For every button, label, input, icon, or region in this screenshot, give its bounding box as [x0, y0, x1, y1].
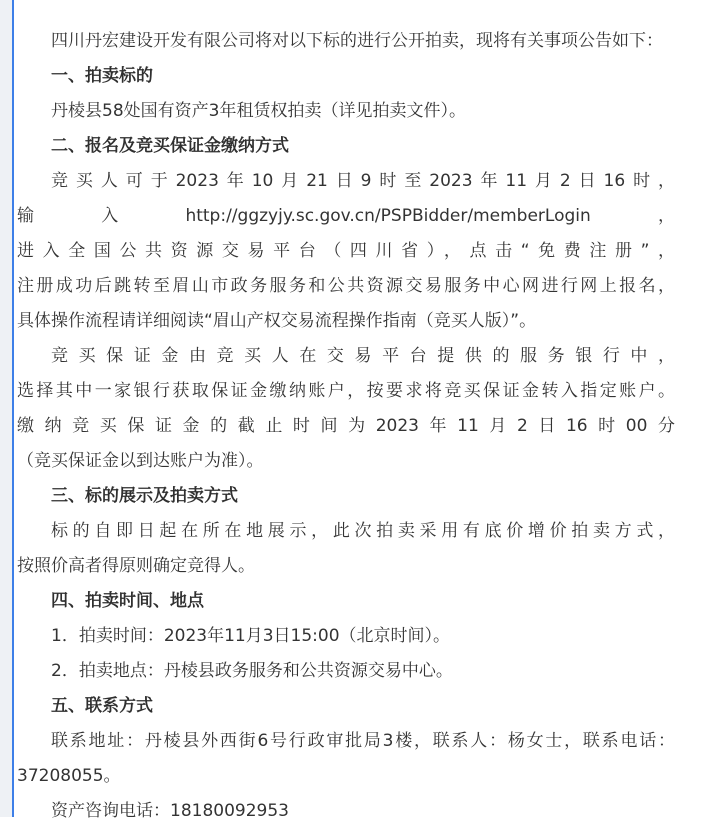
section-3-heading: 三、标的展示及拍卖方式: [51, 486, 238, 506]
section-2-heading: 二、报名及竞买保证金缴纳方式: [51, 136, 289, 156]
asset-hotline-paragraph: 资产咨询电话：18180092953: [51, 801, 289, 821]
section-5-heading: 五、联系方式: [51, 696, 153, 716]
contact-info-paragraph: 联系地址：丹棱县外西街6号行政审批局3楼，联系人：杨女士，联系电话：37208055。: [17, 731, 675, 786]
auction-announcement-document: [14, 0, 692, 829]
deposit-paragraph: 竞买保证金由竞买人在交易平台提供的服务银行中，选择其中一家银行获取保证金缴纳账户，按要求将竞买保证金转入指定账户。缴纳竞买保证金的截止时间为2023年11月2日16时00分（竞买保证金以到达账户为准）。: [17, 346, 675, 471]
section-4-heading: 四、拍卖时间、地点: [51, 591, 204, 611]
intro-paragraph: 四川丹宏建设开发有限公司将对以下标的进行公开拍卖，现将有关事项公告如下：: [51, 31, 663, 51]
auction-time-paragraph: 1．拍卖时间：2023年11月3日15:00（北京时间）。: [51, 626, 451, 646]
registration-paragraph: 竞买人可于2023年10月21日9时至2023年11月2日16时，输入http://ggzyjy.sc.gov.cn/PSPBidder/memberLogin，进入全国公共资源交易平台（四川省），点击“免费注册”，注册成功后跳转至眉山市政务服务和公共资源交易服务中心网进行网上报名，具体操作流程请详细阅读“眉山产权交易流程操作指南（竞买人版）”。: [17, 171, 675, 331]
auction-subject-paragraph: 丹棱县58处国有资产3年租赁权拍卖（详见拍卖文件）。: [51, 101, 466, 121]
page-left-gutter: [0, 0, 12, 817]
section-1-heading: 一、拍卖标的: [51, 66, 153, 86]
display-method-paragraph: 标的自即日起在所在地展示，此次拍卖采用有底价增价拍卖方式，按照价高者得原则确定竞得人。: [17, 521, 675, 576]
auction-place-paragraph: 2．拍卖地点：丹棱县政务服务和公共资源交易中心。: [51, 661, 453, 681]
